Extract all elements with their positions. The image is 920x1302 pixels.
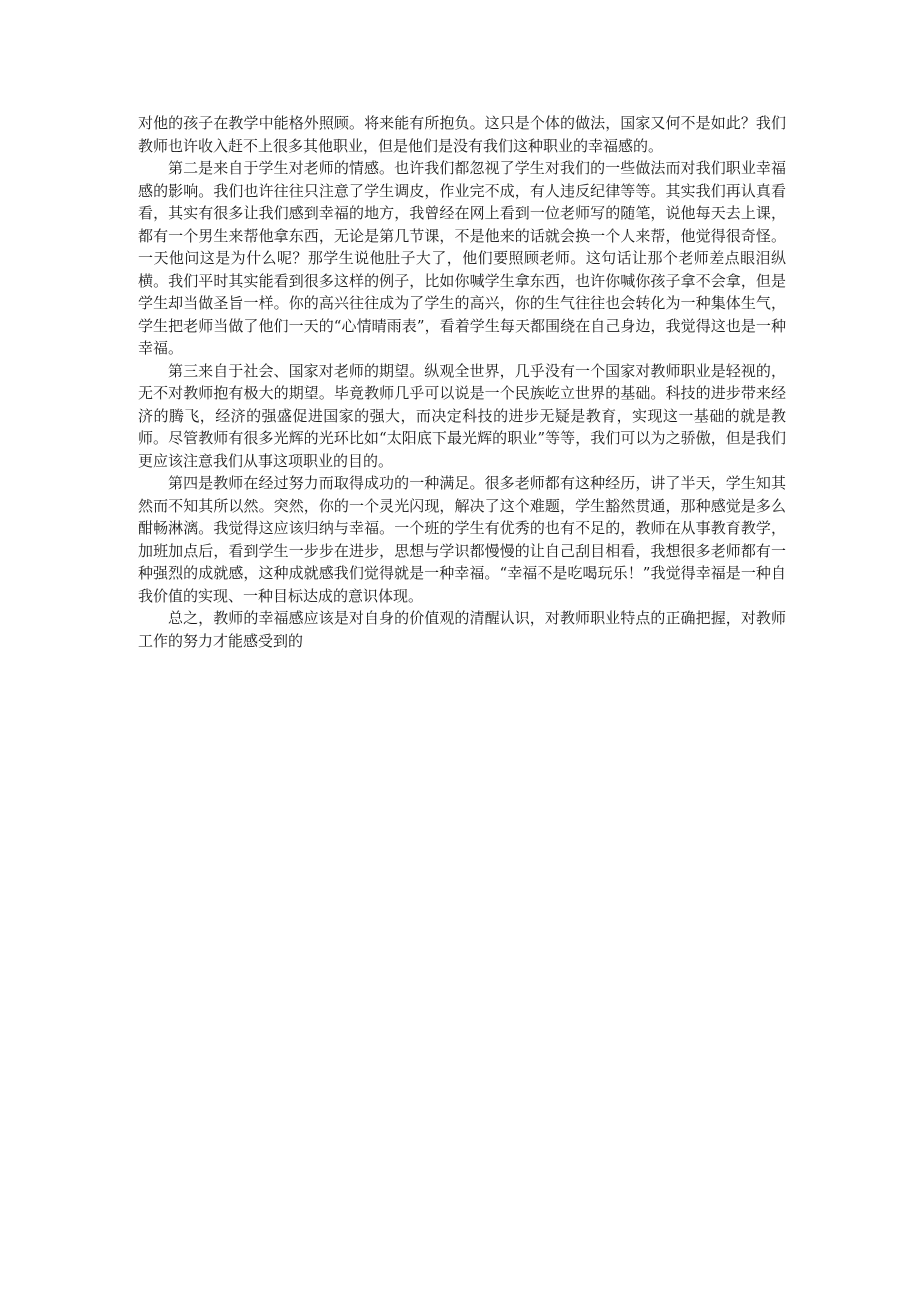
paragraph-continuation: 对他的孩子在教学中能格外照顾。将来能有所抱负。这只是个体的做法，国家又何不是如此？我们教师也许收入赶不上很多其他职业，但是他们是没有我们这种职业的幸福感的。	[138, 114, 786, 155]
paragraph-third-point: 第三来自于社会、国家对老师的期望。纵观全世界，几乎没有一个国家对教师职业是轻视的，无不对教师抱有极大的期望。毕竟教师几乎可以说是一个民族屹立世界的基础。科技的进步带来经济的腾飞，经济的强盛促进国家的强大，而决定科技的进步无疑是教育，实现这一基础的就是教师。尽管教师有很多光辉的光环比如“太阳底下最光辉的职业”等等，我们可以为之骄傲，但是我们更应该注意我们从事这项职业的目的。	[138, 361, 786, 470]
paragraph-second-point: 第二是来自于学生对老师的情感。也许我们都忽视了学生对我们的一些做法而对我们职业幸福感的影响。我们也许往往只注意了学生调皮，作业完不成，有人违反纪律等等。其实我们再认真看看，其实有很多让我们感到幸福的地方，我曾经在网上看到一位老师写的随笔，说他每天去上课，都有一个男生来帮他拿东西，无论是第几节课，不是他来的话就会换一个人来帮，他觉得很奇怪。一天他问这是为什么呢？那学生说他肚子大了，他们要照顾老师。这句话让那个老师差点眼泪纵横。我们平时其实能看到很多这样的例子，比如你喊学生拿东西，也许你喊你孩子拿不会拿，但是学生却当做圣旨一样。你的高兴往往成为了学生的高兴，你的生气往往也会转化为一种集体生气，学生把老师当做了他们一天的“心情晴雨表”，看着学生每天都围绕在自己身边，我觉得这也是一种幸福。	[138, 159, 786, 357]
paragraph-fourth-point: 第四是教师在经过努力而取得成功的一种满足。很多老师都有这种经历，讲了半天，学生知其然而不知其所以然。突然，你的一个灵光闪现，解决了这个难题，学生豁然贯通，那种感觉是多么酣畅淋漓。我觉得这应该归纳与幸福。一个班的学生有优秀的也有不足的，教师在从事教育教学，加班加点后，看到学生一步步在进步，思想与学识都慢慢的让自己刮目相看，我想很多老师都有一种强烈的成就感，这种成就感我们觉得就是一种幸福。“幸福不是吃喝玩乐！”我觉得幸福是一种自我价值的实现、一种目标达成的意识体现。	[138, 474, 786, 605]
document-body	[138, 112, 786, 652]
paragraph-conclusion: 总之，教师的幸福感应该是对自身的价值观的清醒认识，对教师职业特点的正确把握，对教师工作的努力才能感受到的	[138, 609, 786, 650]
